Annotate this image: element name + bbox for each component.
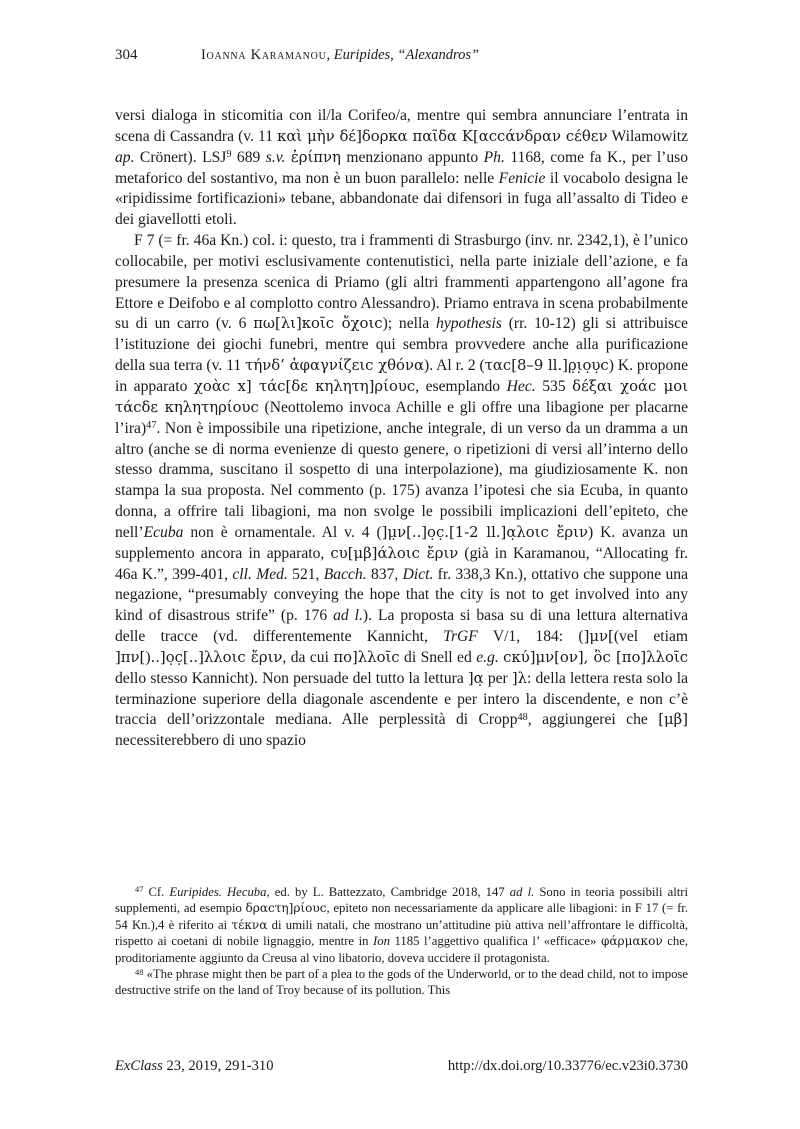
journal-reference: ExClass 23, 2019, 291-310 [115, 1058, 274, 1074]
footnote-47: $^{47}$ Cf. Euripides. Hecuba, ed. by L. Battezzato, Cambridge 2018, 147 ad l. Sono in teoria possibili altri supplementi, ad esempio δραϲτη]ρίουϲ, epiteto non necessariamente da applicare alle libagioni: in F 17 (= fr. 54 Kn.),4 è riferito ai τέκνα di umili natali, che mostrano un’attitudine più attiva nell’affrontare le difficoltà, rispetto ai coetani di nobile lignaggio, mentre in Ion 1185 l’aggettivo qualifica l’ «efficace» φάρμακον che, proditoriamente aggiunto da Creusa al vino libatorio, doveva uccidere il protagonista. [115, 885, 689, 965]
footnotes-section [115, 884, 688, 999]
page-number: 304 [115, 47, 138, 63]
paragraph: F 7 (= fr. 46a Kn.) col. i: questo, tra i frammenti di Strasburgo (inv. nr. 2342,1), è l’unico collocabile, per motivi esclusivamente contenutistici, nella parte iniziale dell’azione, e fa presumere la presenza scenica di Priamo (gli altri frammenti appartengono all’agone fra Ettore e Deifobo e al complotto contro Alessandro). Priamo entrava in scena probabilmente su di un carro (v. 6 πω[λι]κοῖϲ ὄχοιϲ); nella hypothesis (rr. 10-12) gli si attribuisce l’istituzione dei giochi funebri, mentre qui sembra provvedere anche alla purificazione della sua terra (v. 11 τήνδ’ ἀφαγνίζειϲ χθόνα). Al r. 2 (ταϲ[8–9 ll.]ρ̣ι̣ο̣υ̣ϲ) K. propone in apparato χοὰϲ x] τάϲ[δε κηλητη]ρίουϲ, esemplando Hec. 535 δέξαι χοάϲ μοι τάϲδε κηλητηρίουϲ (Neottolemo invoca Achille e gli offre una libagione per placarne l’ira)$^{47}$. Non è impossibile una ripetizione, anche integrale, di un verso da un dramma a un altro (anche se di norma evenienze di questo genere, o ripetizioni di versi all’interno dello stesso dramma, suscitano il sospetto di una interpolazione), ma giudiziosamente K. non stampa la sua proposta. Nel commento (p. 175) avanza l’ipotesi che sia Ecuba, in quanto donna, a offrire tali libagioni, ma non svolge le possibili implicazioni dell’epiteto, che nell’Ecuba non è ornamentale. Al v. 4 (]μ̣ν[..]ο̣ϲ̣.[1-2 ll.]α̣λοιϲ ἔριν) K. avanza un supplemento ancora in apparato, ϲυ[μβ]άλοιϲ ἔριν (già in Karamanou, “Allocating fr. 46a K.”, 399-401, cll. Med. 521, Bacch. 837, Dict. fr. 338,3 Kn.), ottativo che suppone una negazione, “presumably conveying the hope that the city is not to get involved into any kind of disastrous strife” (p. 176 ad l.). La proposta si basa su di una lettura alternativa delle tracce (vd. differentemente Kannicht, TrGF V/1, 184: (]μν[(vel etiam ]πν[)..]ο̣ϲ̣[..]λλοιϲ ἔριν, da cui πο]λλοῖϲ di Snell ed e.g. ϲκύ]μν[ον], ὃϲ [πο]λλοῖϲ dello stesso Kannicht). Non persuade del tutto la lettura ]α̣ per ]λ: della lettera resta solo la terminazione superiore della diagonale ascendente e per intero la discendente, e non c’è traccia dell’orizzontale mediana. Alle perplessità di Cropp$^{48}$, aggiungerei che [μβ] necessiterebbero di uno spazio [115, 232, 689, 750]
body-text [115, 106, 688, 752]
footnote-48: $^{48}$ «The phrase might then be part of a plea to the gods of the Underworld, or to the dead child, not to impose destructive strife on the land of Troy because of its pollution. This [115, 967, 688, 998]
page-footer [115, 1058, 688, 1075]
running-title: Ioanna Karamanou, Euripides, “Alexandros” [201, 47, 480, 63]
doi-link[interactable]: http://dx.doi.org/10.33776/ec.v23i0.3730 [447, 1058, 688, 1074]
paragraph: versi dialoga in sticomitia con il/la Corifeo/a, mentre qui sembra annunciare l’entrata in scena di Cassandra (v. 11 καὶ μὴν δέ]δορκα παῖδα Κ[αϲϲάνδραν ϲέθεν Wilamowitz ap. Crönert). LSJ$^9$ 689 s.v. ἐρίπνη menzionano appunto Ph. 1168, come fa K., per l’uso metaforico del sostantivo, ma non è un buon parallelo: nelle Fenicie il vocabolo designa le «ripidissime fortificazioni» tebane, abbandonate dai difensori in fuga all’assalto di Tideo e dei giavellotti etoli. [115, 107, 689, 229]
